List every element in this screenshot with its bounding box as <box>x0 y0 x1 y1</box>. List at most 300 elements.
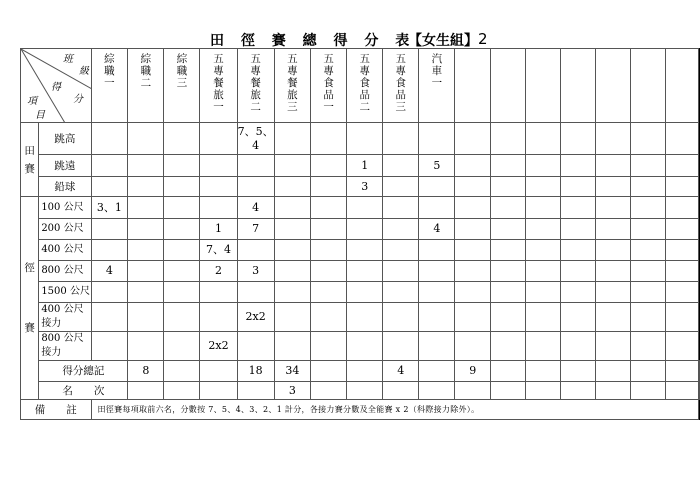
table-row <box>21 219 700 240</box>
column-header-char: 專 <box>287 65 298 77</box>
score-cell <box>164 123 200 155</box>
column-header <box>419 49 455 123</box>
column-header <box>347 49 383 123</box>
row-label: 400 公尺 <box>39 240 91 261</box>
score-cell <box>91 240 128 261</box>
column-header <box>630 49 665 123</box>
score-cell <box>665 219 698 240</box>
score-cell <box>419 332 455 361</box>
page-number: 2 <box>478 30 488 48</box>
section-char: 賽 <box>24 322 35 334</box>
column-header <box>164 49 200 123</box>
score-cell <box>164 382 200 400</box>
score-cell <box>274 177 310 197</box>
score-cell <box>311 240 347 261</box>
score-cell <box>491 261 526 282</box>
column-header <box>237 49 274 123</box>
score-cell <box>274 240 310 261</box>
score-cell <box>164 282 200 303</box>
score-cell <box>200 282 237 303</box>
column-header-char: 品 <box>395 89 406 101</box>
table-row <box>21 303 700 332</box>
section-track <box>21 197 39 400</box>
table-row <box>21 123 700 155</box>
row-label: 名 次 <box>39 382 128 400</box>
score-cell <box>560 282 595 303</box>
section-char: 賽 <box>24 162 35 175</box>
score-cell <box>128 332 164 361</box>
column-header-char: 二 <box>140 77 152 89</box>
score-cell <box>525 261 560 282</box>
score-cell <box>274 303 310 332</box>
column-header-char: 汽 <box>431 53 443 65</box>
group-label: 【女生組】 <box>408 33 478 49</box>
column-header-char: 一 <box>323 101 334 113</box>
score-cell <box>525 123 560 155</box>
corner-de: 得 <box>51 82 61 93</box>
corner-fen: 分 <box>73 94 83 105</box>
score-cell <box>630 240 665 261</box>
score-cell <box>665 123 698 155</box>
score-cell <box>419 177 455 197</box>
score-cell <box>665 240 698 261</box>
score-cell <box>274 219 310 240</box>
section-char: 田 <box>24 144 35 157</box>
row-label: 鉛球 <box>39 177 91 197</box>
table-row <box>21 197 700 219</box>
score-cell <box>200 123 237 155</box>
row-label: 400 公尺接力 <box>39 303 91 332</box>
page-title: 田 徑 賽 總 得 分 表 <box>210 33 416 49</box>
score-cell <box>164 197 200 219</box>
score-cell <box>665 282 698 303</box>
score-cell <box>665 382 698 400</box>
score-cell <box>347 219 383 240</box>
corner-xiang: 項 <box>27 96 37 107</box>
score-cell <box>91 219 128 240</box>
table-row <box>21 155 700 177</box>
column-header <box>383 49 419 123</box>
score-cell <box>560 332 595 361</box>
score-cell <box>237 282 274 303</box>
score-cell <box>491 240 526 261</box>
score-cell <box>455 197 491 219</box>
score-cell <box>200 197 237 219</box>
column-header-char: 品 <box>359 89 370 101</box>
score-cell <box>347 123 383 155</box>
score-cell <box>595 382 630 400</box>
score-cell <box>91 282 128 303</box>
score-cell <box>383 155 419 177</box>
score-cell <box>491 332 526 361</box>
score-cell <box>311 155 347 177</box>
score-cell <box>455 282 491 303</box>
score-cell <box>274 155 310 177</box>
score-cell <box>311 123 347 155</box>
score-cell <box>699 382 700 400</box>
score-cell: 9 <box>455 361 491 382</box>
score-cell: 4 <box>419 219 455 240</box>
column-header <box>665 49 698 123</box>
score-cell <box>665 197 698 219</box>
score-cell: 1 <box>200 219 237 240</box>
score-cell <box>455 303 491 332</box>
score-cell <box>419 197 455 219</box>
corner-mu: 目 <box>35 110 45 121</box>
column-header-char: 專 <box>213 65 224 77</box>
score-cell <box>419 261 455 282</box>
score-cell <box>419 240 455 261</box>
score-cell <box>560 361 595 382</box>
column-header-char: 餐 <box>250 77 261 89</box>
section-field <box>21 123 39 197</box>
column-header <box>525 49 560 123</box>
score-cell <box>128 123 164 155</box>
column-header-char: 綜 <box>176 53 188 65</box>
score-cell <box>311 361 347 382</box>
score-cell: 2 <box>200 261 237 282</box>
column-header-char: 品 <box>323 89 334 101</box>
score-cell <box>237 332 274 361</box>
column-header <box>491 49 526 123</box>
score-cell: 4 <box>237 197 274 219</box>
score-cell <box>274 197 310 219</box>
score-cell <box>595 261 630 282</box>
column-header-char: 五 <box>323 53 334 65</box>
score-cell <box>311 197 347 219</box>
score-cell <box>595 240 630 261</box>
column-header <box>128 49 164 123</box>
score-cell <box>383 219 419 240</box>
score-cell <box>311 382 347 400</box>
score-cell <box>383 332 419 361</box>
score-cell <box>383 261 419 282</box>
score-cell <box>274 332 310 361</box>
score-cell <box>560 123 595 155</box>
table-row <box>21 361 700 382</box>
score-cell <box>455 261 491 282</box>
score-cell <box>525 155 560 177</box>
score-cell <box>419 382 455 400</box>
score-cell: 3 <box>237 261 274 282</box>
score-cell <box>200 303 237 332</box>
column-header-char: 五 <box>287 53 298 65</box>
table-row <box>21 382 700 400</box>
score-cell <box>419 303 455 332</box>
corner-ji: 級 <box>79 66 89 77</box>
score-cell <box>491 197 526 219</box>
table-row <box>21 177 700 197</box>
score-cell: 34 <box>274 361 310 382</box>
score-cell <box>128 382 164 400</box>
score-cell <box>491 282 526 303</box>
column-header-char: 三 <box>287 101 298 113</box>
score-cell <box>128 282 164 303</box>
score-cell <box>347 361 383 382</box>
score-cell <box>491 382 526 400</box>
column-header <box>595 49 630 123</box>
score-cell <box>128 155 164 177</box>
score-cell <box>560 382 595 400</box>
score-cell <box>347 382 383 400</box>
column-header-char: 旅 <box>213 89 224 101</box>
score-cell <box>595 361 630 382</box>
score-cell <box>699 361 700 382</box>
row-label: 800 公尺接力 <box>39 332 91 361</box>
score-cell <box>595 197 630 219</box>
column-header <box>91 49 128 123</box>
remark-label: 備 註 <box>21 400 92 420</box>
score-cell <box>455 177 491 197</box>
column-header <box>274 49 310 123</box>
row-label: 跳高 <box>39 123 91 155</box>
score-cell <box>164 155 200 177</box>
score-cell <box>525 382 560 400</box>
score-cell <box>525 332 560 361</box>
row-label: 得分總記 <box>39 361 128 382</box>
score-cell <box>630 303 665 332</box>
score-cell <box>347 261 383 282</box>
column-header-char: 食 <box>395 77 406 89</box>
score-cell <box>630 177 665 197</box>
score-cell <box>525 197 560 219</box>
score-cell <box>560 155 595 177</box>
score-cell <box>491 177 526 197</box>
score-cell <box>164 219 200 240</box>
score-cell <box>347 282 383 303</box>
score-cell <box>630 332 665 361</box>
score-cell <box>491 123 526 155</box>
row-label: 跳遠 <box>39 155 91 177</box>
score-cell <box>595 303 630 332</box>
score-cell: 2x2 <box>237 303 274 332</box>
score-cell <box>419 361 455 382</box>
score-cell <box>91 177 128 197</box>
column-header-char: 旅 <box>250 89 261 101</box>
score-cell <box>665 332 698 361</box>
score-cell <box>347 303 383 332</box>
column-header-char: 車 <box>431 65 443 77</box>
column-header-char: 專 <box>250 65 261 77</box>
score-cell <box>164 240 200 261</box>
score-cell <box>164 177 200 197</box>
score-cell <box>237 177 274 197</box>
score-cell: 3 <box>274 382 310 400</box>
score-cell <box>91 123 128 155</box>
score-cell: 5 <box>419 155 455 177</box>
column-header-char: 餐 <box>213 77 224 89</box>
score-cell <box>383 197 419 219</box>
score-cell <box>91 303 128 332</box>
score-cell: 7、4 <box>200 240 237 261</box>
column-header <box>455 49 491 123</box>
score-cell <box>665 177 698 197</box>
score-cell: 8 <box>128 361 164 382</box>
score-cell <box>595 123 630 155</box>
score-cell <box>311 303 347 332</box>
score-cell <box>383 177 419 197</box>
score-cell <box>200 382 237 400</box>
column-header-char: 旅 <box>287 89 298 101</box>
score-cell <box>274 123 310 155</box>
table-row <box>21 261 700 282</box>
score-cell <box>91 155 128 177</box>
score-cell <box>383 303 419 332</box>
score-cell <box>560 219 595 240</box>
score-cell <box>630 261 665 282</box>
column-header-char: 專 <box>323 65 334 77</box>
score-cell <box>455 332 491 361</box>
score-cell <box>455 240 491 261</box>
column-header-char: 專 <box>359 65 370 77</box>
score-cell <box>91 332 128 361</box>
score-cell: 4 <box>91 261 128 282</box>
score-cell <box>419 123 455 155</box>
score-cell: 18 <box>237 361 274 382</box>
score-cell <box>525 282 560 303</box>
score-cell <box>455 123 491 155</box>
score-cell <box>311 177 347 197</box>
column-header-char: 職 <box>104 65 115 77</box>
row-label: 1500 公尺 <box>39 282 91 303</box>
score-cell <box>200 155 237 177</box>
column-header-char: 一 <box>213 101 224 113</box>
score-cell <box>630 382 665 400</box>
remark-row <box>21 400 700 420</box>
score-cell <box>665 261 698 282</box>
column-header-char: 二 <box>250 101 261 113</box>
column-header-char: 三 <box>176 77 188 89</box>
table-row <box>21 240 700 261</box>
score-cell <box>128 303 164 332</box>
column-header-char: 五 <box>213 53 224 65</box>
score-cell <box>630 123 665 155</box>
score-cell <box>383 240 419 261</box>
column-header <box>560 49 595 123</box>
score-cell <box>274 261 310 282</box>
score-cell <box>347 197 383 219</box>
score-cell <box>560 303 595 332</box>
table-row <box>21 332 700 361</box>
column-header <box>311 49 347 123</box>
score-cell <box>128 261 164 282</box>
row-label: 800 公尺 <box>39 261 91 282</box>
column-header-char: 一 <box>104 77 115 89</box>
score-cell <box>200 361 237 382</box>
column-header-char: 職 <box>140 65 152 77</box>
score-cell <box>237 155 274 177</box>
score-cell <box>665 361 698 382</box>
score-cell <box>525 361 560 382</box>
score-cell <box>525 177 560 197</box>
score-cell <box>595 282 630 303</box>
score-cell <box>383 282 419 303</box>
score-cell <box>455 155 491 177</box>
score-cell <box>491 361 526 382</box>
score-cell <box>237 382 274 400</box>
score-cell <box>595 177 630 197</box>
corner-ban: 班 <box>63 54 73 65</box>
column-header-char: 二 <box>359 101 370 113</box>
score-cell <box>630 282 665 303</box>
score-cell <box>560 197 595 219</box>
score-cell <box>665 303 698 332</box>
score-cell <box>128 240 164 261</box>
page-title-bar <box>0 30 700 50</box>
score-cell <box>311 261 347 282</box>
row-label: 100 公尺 <box>39 197 91 219</box>
score-cell <box>200 177 237 197</box>
score-cell <box>164 361 200 382</box>
score-table <box>20 48 700 420</box>
row-label: 200 公尺 <box>39 219 91 240</box>
score-cell <box>347 240 383 261</box>
score-cell <box>128 197 164 219</box>
column-header-char: 五 <box>395 53 406 65</box>
score-cell: 3 <box>347 177 383 197</box>
score-cell: 2x2 <box>200 332 237 361</box>
score-cell <box>311 282 347 303</box>
remark-text: 田徑賽每項取前六名，分數按 7、5、4、3、2、1 計分，各接力賽分數及全能賽 x 2（科際接力除外）。 <box>91 400 699 420</box>
score-cell <box>491 303 526 332</box>
score-cell <box>630 155 665 177</box>
score-cell: 1 <box>347 155 383 177</box>
column-header <box>200 49 237 123</box>
score-cell: 3、1 <box>91 197 128 219</box>
score-cell <box>595 219 630 240</box>
score-cell: 7 <box>237 219 274 240</box>
score-cell: 7、5、4 <box>237 123 274 155</box>
score-cell <box>164 332 200 361</box>
column-header-char: 職 <box>176 65 188 77</box>
score-cell <box>383 382 419 400</box>
score-cell <box>491 155 526 177</box>
score-cell <box>491 219 526 240</box>
score-cell <box>419 282 455 303</box>
score-cell <box>630 361 665 382</box>
score-cell <box>347 332 383 361</box>
score-cell <box>560 240 595 261</box>
score-cell <box>560 177 595 197</box>
section-char: 徑 <box>24 262 35 274</box>
score-cell <box>383 123 419 155</box>
score-cell <box>164 261 200 282</box>
table-row <box>21 282 700 303</box>
column-header-char: 綜 <box>140 53 152 65</box>
score-cell <box>164 303 200 332</box>
column-header-char: 五 <box>250 53 261 65</box>
score-cell <box>274 282 310 303</box>
column-header-char: 餐 <box>287 77 298 89</box>
score-cell <box>525 240 560 261</box>
score-cell <box>455 382 491 400</box>
score-cell <box>128 219 164 240</box>
corner-header <box>21 49 92 123</box>
score-cell <box>560 261 595 282</box>
score-cell <box>311 332 347 361</box>
score-cell <box>311 219 347 240</box>
score-cell <box>455 219 491 240</box>
score-cell <box>630 219 665 240</box>
column-header-char: 一 <box>431 77 443 89</box>
score-cell <box>630 197 665 219</box>
column-header-char: 綜 <box>104 53 115 65</box>
score-cell <box>237 240 274 261</box>
column-header-char: 食 <box>323 77 334 89</box>
score-cell <box>525 219 560 240</box>
score-cell: 4 <box>383 361 419 382</box>
column-header-char: 專 <box>395 65 406 77</box>
